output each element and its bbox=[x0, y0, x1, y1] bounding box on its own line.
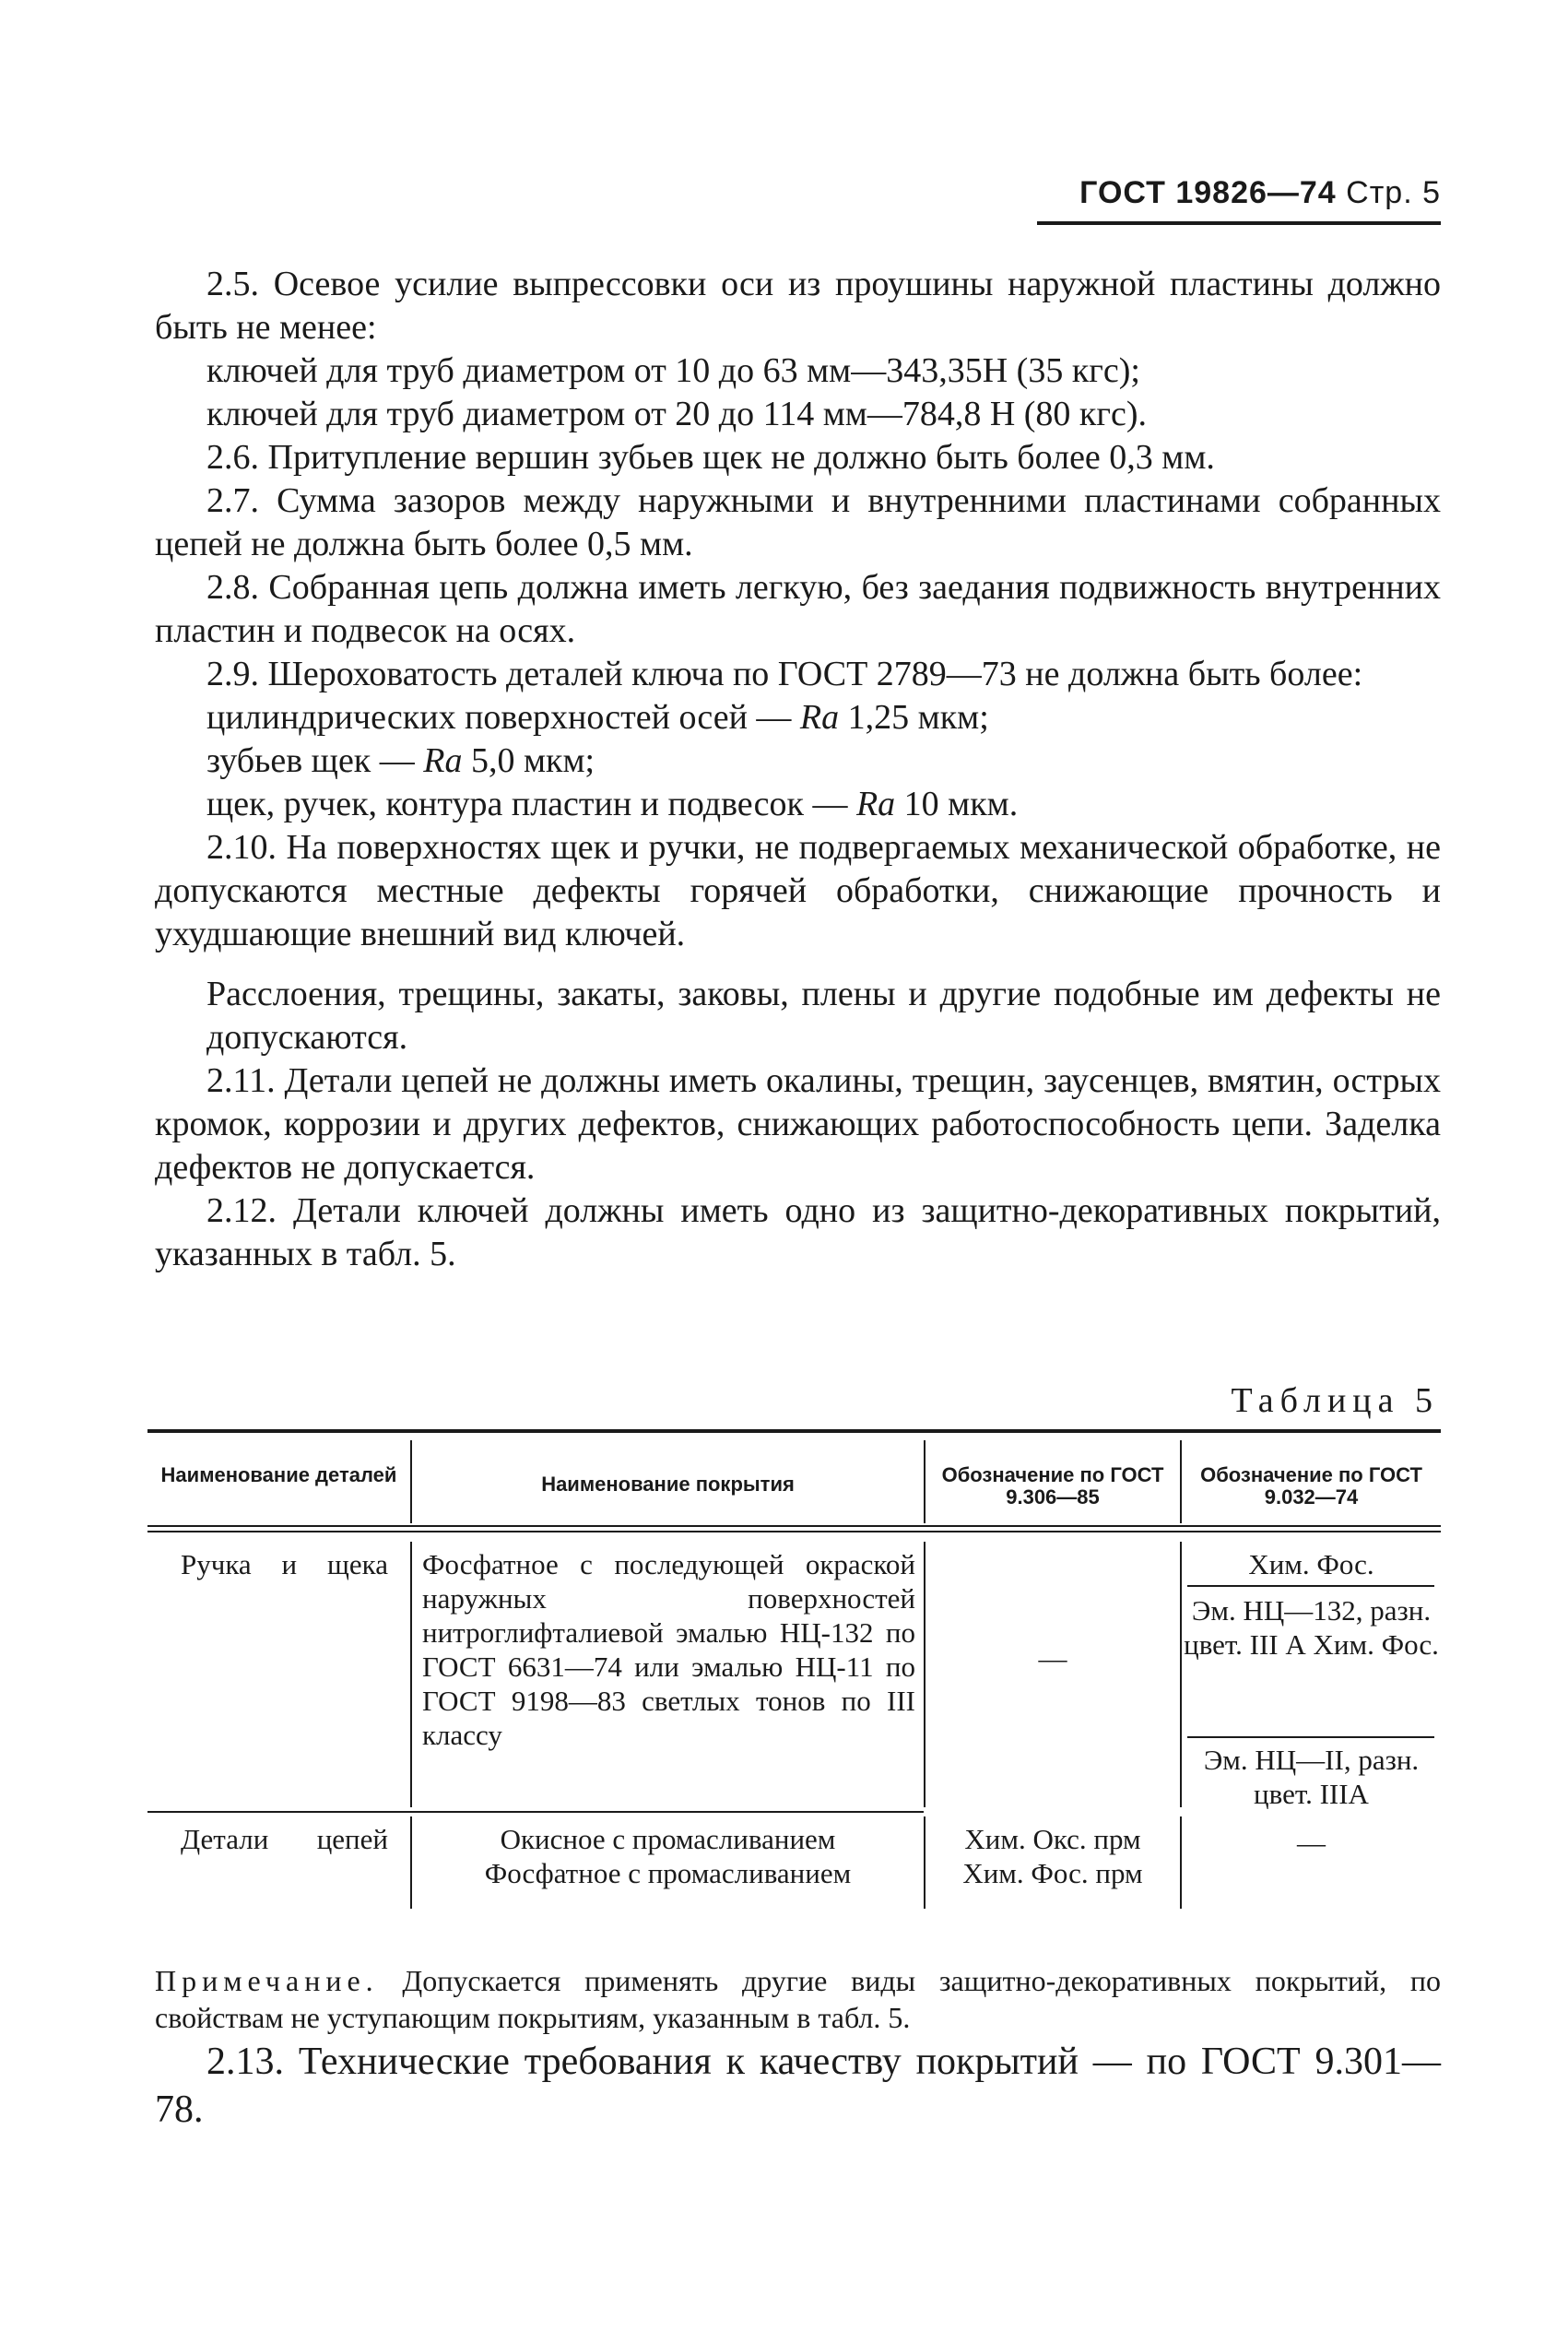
table-row-2-coating-b: Фосфатное с промасливанием bbox=[484, 1857, 852, 1889]
row-separator bbox=[147, 1811, 924, 1813]
header-page-number: Стр. 5 bbox=[1346, 175, 1441, 210]
clause-2-13-block bbox=[155, 2038, 1441, 2134]
clause-2-5-item: ключей для труб диаметром от 20 до 114 мм—784,8 Н (80 кгс). bbox=[206, 395, 1147, 433]
table-row-1-gost-9306: — bbox=[1038, 1642, 1067, 1674]
table-row-2-gost-9306-b: Хим. Фос. прм bbox=[962, 1857, 1143, 1889]
table-row-2-gost-9306-a: Хим. Окс. прм bbox=[964, 1823, 1141, 1855]
table-row-1-coating: Фосфатное с последующей окраской наружных поверхностей нитроглифталиевой эмалью НЦ-132 по ГОСТ 6631—74 или эмалью НЦ-11 по ГОСТ 9198—83 светлых тонов по III классу bbox=[422, 1548, 915, 1751]
table-row-2-gost-9032: — bbox=[1297, 1827, 1326, 1859]
table-row-2-coating-a: Окисное с промасливанием bbox=[500, 1823, 836, 1855]
clause-2-7: 2.7. Сумма зазоров между наружными и внутренними пластинами собранных цепей не должна быть более 0,5 мм. bbox=[155, 481, 1441, 563]
clause-2-9-item: зубьев щек — Ra 5,0 мкм; bbox=[206, 741, 595, 780]
table-caption: Таблица 5 bbox=[1231, 1381, 1439, 1420]
header-rule bbox=[1037, 221, 1441, 225]
clause-2-9: 2.9. Шероховатость деталей ключа по ГОСТ 2789—73 не должна быть более: bbox=[206, 655, 1363, 693]
clause-2-12: 2.12. Детали ключей должны иметь одно из защитно-декоративных покрытий, указанных в табл. 5. bbox=[155, 1191, 1441, 1273]
clause-2-9-item: цилиндрических поверхностей осей — Ra 1,25 мкм; bbox=[206, 698, 989, 737]
clause-2-13: 2.13. Технические требования к качеству покрытий — по ГОСТ 9.301—78. bbox=[155, 2041, 1441, 2131]
table-row-2-part: Детали цепей bbox=[181, 1823, 388, 1855]
column-divider bbox=[410, 1542, 412, 1807]
header-bottom-rule bbox=[147, 1525, 1441, 1527]
page-header bbox=[1014, 175, 1441, 211]
clause-2-10: 2.10. На поверхностях щек и ручки, не подвергаемых механической обработке, не допускаются местные дефекты горячей обработки, снижающие прочность и ухудшающие внешний вид ключей. bbox=[155, 828, 1441, 953]
clause-2-11: 2.11. Детали цепей не должны иметь окалины, трещин, заусенцев, вмятин, острых кромок, коррозии и других дефектов, снижающих работоспособность цепи. Заделка дефектов не допускается. bbox=[155, 1061, 1441, 1187]
header-doc-number: ГОСТ 19826—74 bbox=[1079, 175, 1337, 210]
clause-2-5-item: ключей для труб диаметром от 10 до 63 мм—343,35Н (35 кгс); bbox=[206, 351, 1140, 390]
table-top-rule bbox=[147, 1429, 1441, 1433]
clause-2-10-continued: Расслоения, трещины, закаты, заковы, плены и другие подобные им дефекты не допускаются. bbox=[206, 975, 1441, 1057]
table-row-1-gost-9032-b: Эм. НЦ—132, разн. цвет. III А Хим. Фос. bbox=[1184, 1594, 1439, 1661]
body-text bbox=[155, 263, 1441, 1276]
header-bottom-rule bbox=[147, 1531, 1441, 1532]
table-note bbox=[155, 1962, 1441, 2036]
table-row-1-part: Ручка и щека bbox=[181, 1548, 388, 1580]
clause-2-5: 2.5. Осевое усилие выпрессовки оси из проушины наружной пластины должно быть не менее: bbox=[155, 265, 1441, 347]
clause-2-6: 2.6. Притупление вершин зубьев щек не должно быть более 0,3 мм. bbox=[206, 438, 1215, 477]
note-label: Примечание. bbox=[155, 1964, 379, 1997]
header-coating: Наименование покрытия bbox=[541, 1473, 795, 1496]
table-row-1-gost-9032-a: Хим. Фос. bbox=[1248, 1548, 1374, 1580]
clause-2-9-item: щек, ручек, контура пластин и подвесок — Ra 10 мкм. bbox=[206, 785, 1019, 823]
note-text: Допускается применять другие виды защитно-декоративных покрытий, по свойствам не уступающим покрытиям, указанным в табл. 5. bbox=[155, 1964, 1441, 2034]
cell-sub-rule bbox=[1187, 1736, 1434, 1738]
cell-sub-rule bbox=[1187, 1585, 1434, 1587]
table-row-1-gost-9032-c: Эм. НЦ—II, разн. цвет. IIIА bbox=[1203, 1744, 1420, 1810]
header-gost-9306: Обозначение по ГОСТ 9.306—85 bbox=[941, 1463, 1164, 1509]
clause-2-8: 2.8. Собранная цепь должна иметь легкую, без заедания подвижность внутренних пластин и подвесок на осях. bbox=[155, 568, 1441, 650]
header-gost-9032: Обозначение по ГОСТ 9.032—74 bbox=[1200, 1463, 1422, 1509]
header-parts: Наименование деталей bbox=[160, 1463, 397, 1486]
